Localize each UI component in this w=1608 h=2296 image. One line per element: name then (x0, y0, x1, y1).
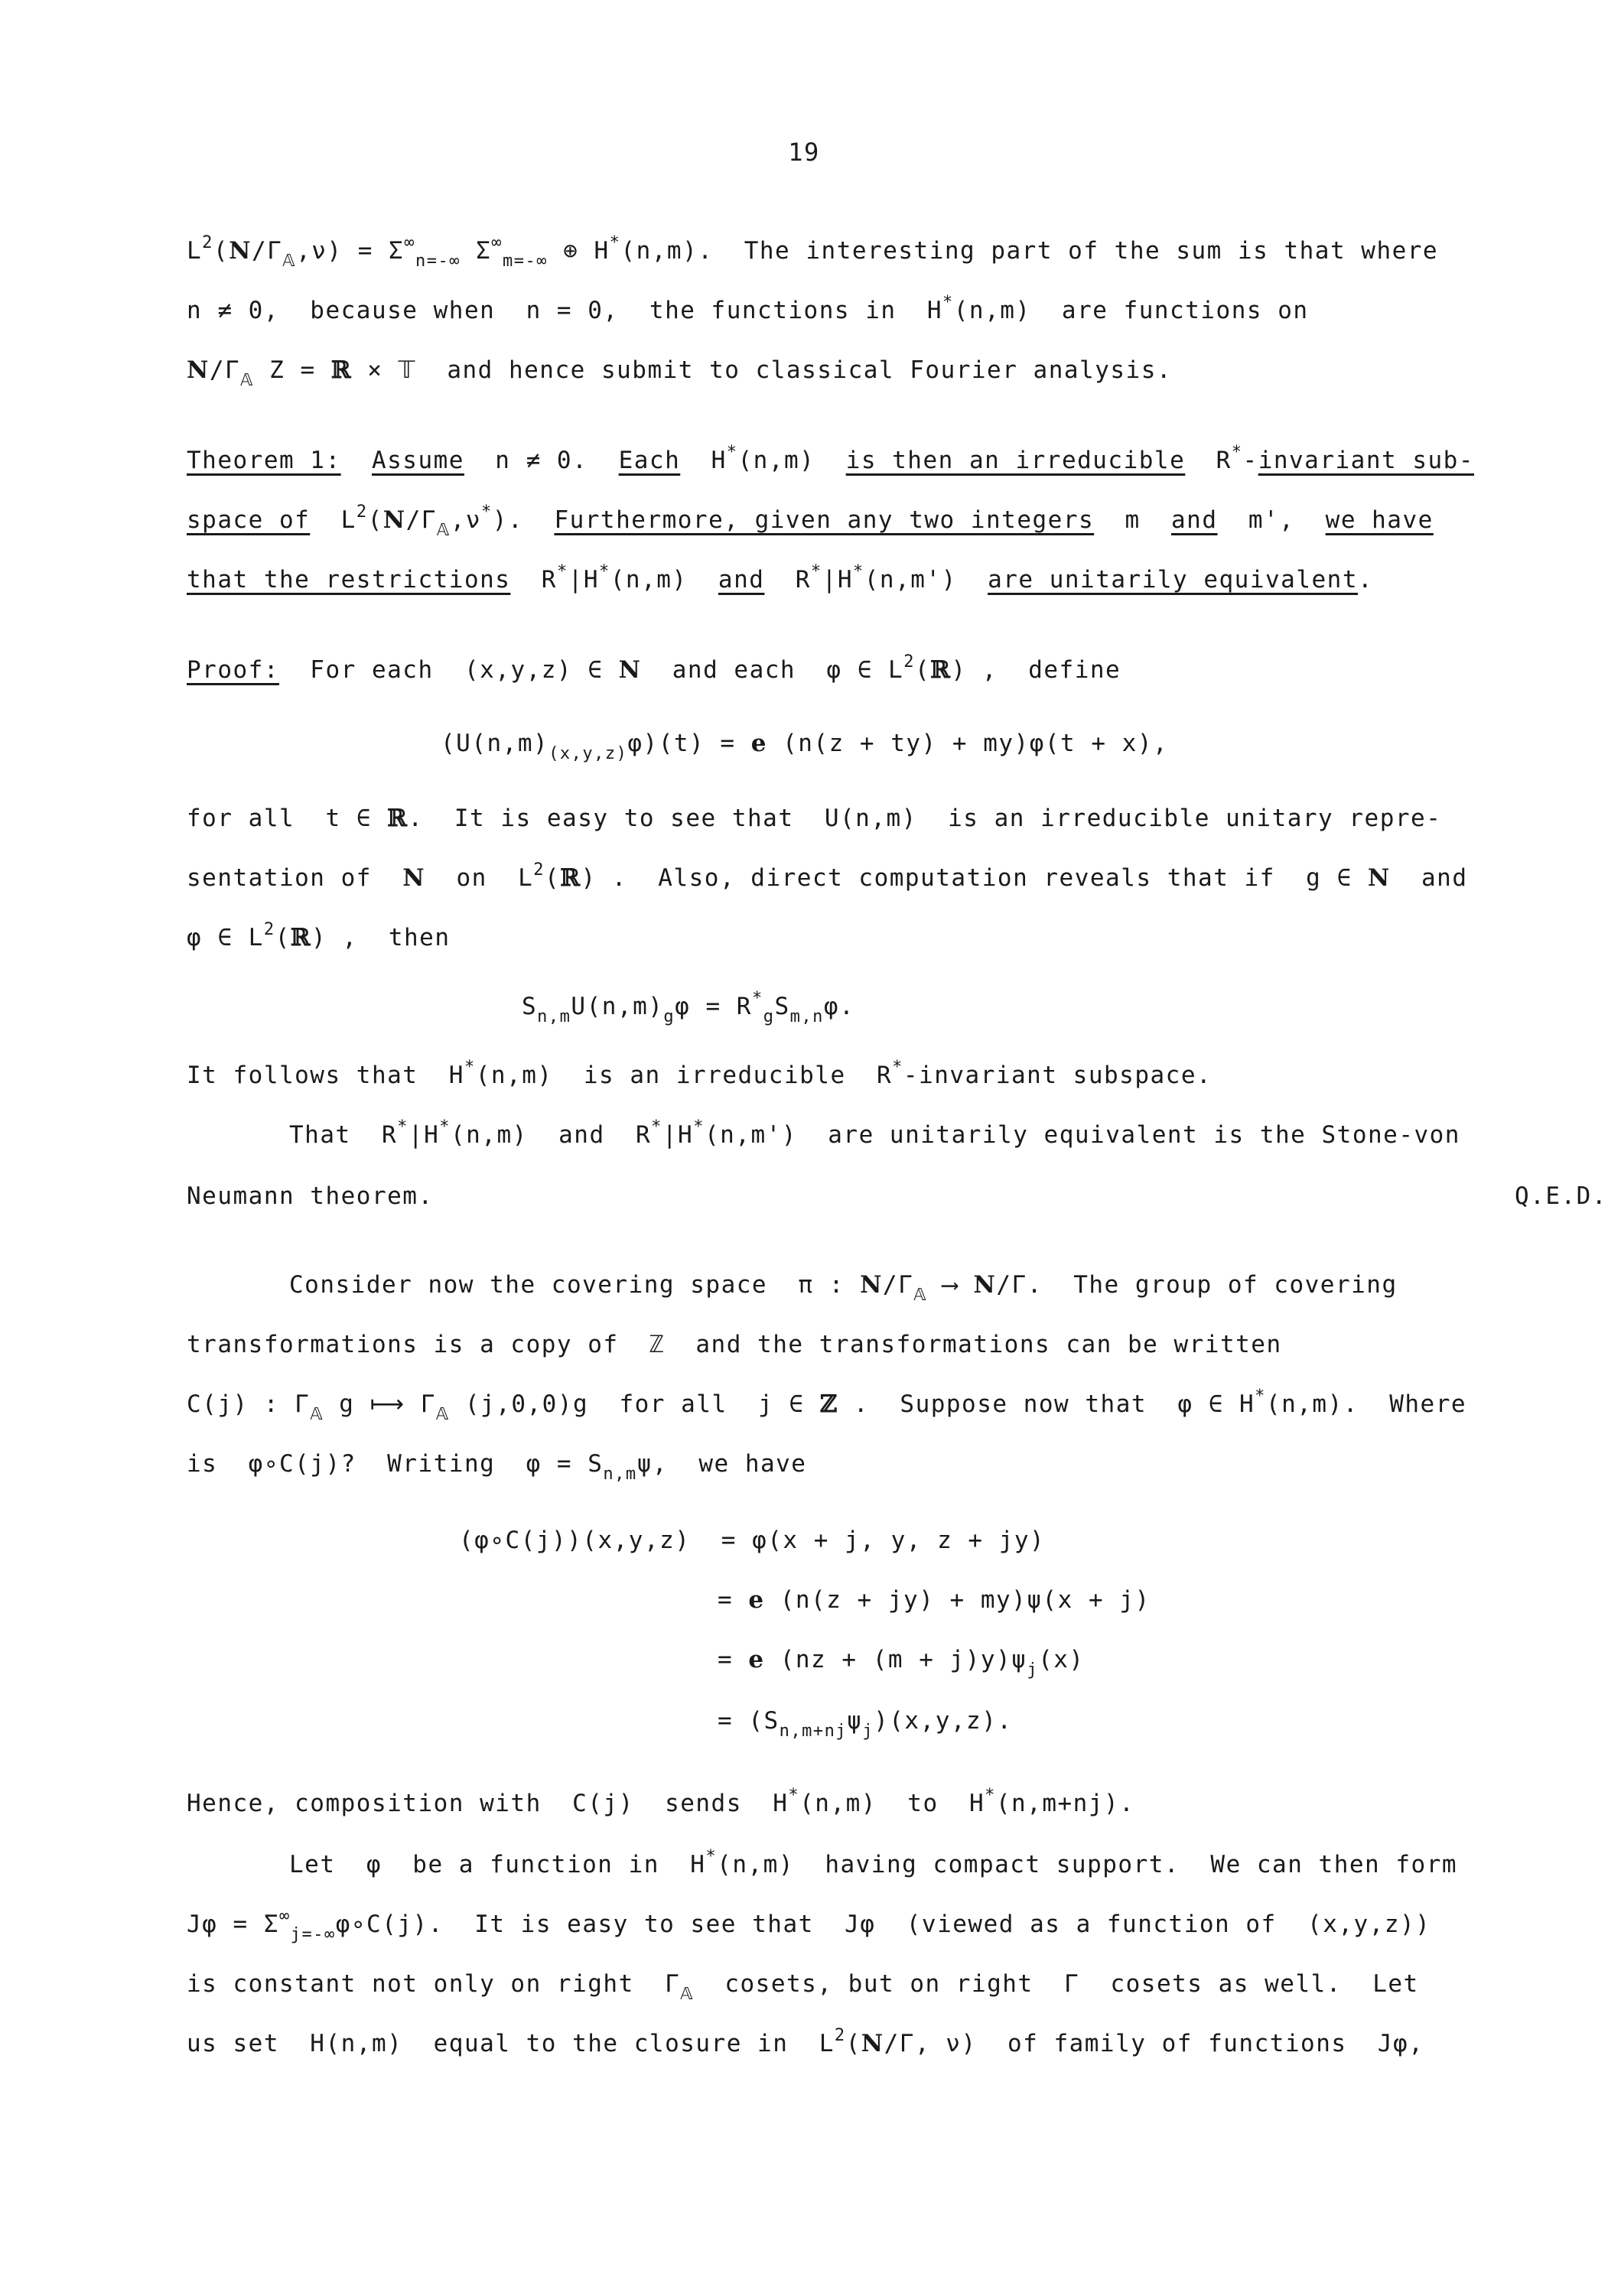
proof-line-4: φ ∈ $L^2(ℝ)$ , then (187, 920, 451, 951)
paragraph-4-line-4: us set H(n,m) equal to the closure in $L^2(N/\Gamma$, ν) of family of functions Jφ, (187, 2026, 1424, 2057)
paragraph-1-line-3: $N/\Gamma_𝔸$ Z = ℝ × 𝕋 and hence submit to classical Fourier analysis. (187, 356, 1173, 390)
paragraph-1-line-1 (187, 233, 1439, 271)
paragraph-4-line-1: Let φ be a function in H*(n,m) having compact support. We can then form (289, 1847, 1458, 1878)
equation-line-4: = $(S_{n,m+nj}\psi_j)(x,y,z)$. (718, 1707, 1013, 1741)
paragraph-2-line-2: transformations is a copy of ℤ and the transformations can be written (187, 1331, 1282, 1358)
proof-line-2: for all t ∈ ℝ. It is easy to see that U(n,m) is an irreducible unitary repre- (187, 805, 1442, 832)
proof-label: Proof: (187, 656, 279, 684)
proof-line-6: That R*|H*(n,m) and R*|H*(n,m') are unitarily equivalent is the Stone-von (289, 1117, 1460, 1149)
paragraph-3: Hence, composition with C(j) sends H*(n,m) to H*(n,m+nj). (187, 1786, 1135, 1817)
proof-line-7 (187, 1181, 1607, 1211)
paragraph-4-line-3: is constant not only on right $\Gamma_𝔸$ cosets, but on right Γ cosets as well. Let (187, 1970, 1419, 2004)
paragraph-2-line-1: Consider now the covering space π : $N/\Gamma_𝔸$ ⟶ N/Γ. The group of covering (289, 1271, 1398, 1305)
decomposition-formula: $L^2(N/\Gamma_𝔸,\nu) = \Sigma^\infty_{n=-\infty}$ $\Sigma^\infty_{m=-\infty}$ ⊕ H*(n,m). (187, 233, 714, 271)
page-number: 19 (788, 138, 820, 167)
proof-line-5: It follows that H*(n,m) is an irreducible R*-invariant subspace. (187, 1058, 1213, 1089)
theorem-line-2: space of $L^2(N/\Gamma_𝔸,\nu^*)$. Furthermore, given any two integers m and m', we have (187, 502, 1434, 540)
paragraph-2-line-4: is φ∘C(j)? Writing $\varphi = S_{n,m}\psi$, we have (187, 1450, 807, 1484)
proof-equation-2: $S_{n,m}U(n,m)_g\varphi = R^*_gS_{m,n}\varphi$. (522, 989, 855, 1026)
theorem-label: Theorem 1: (187, 447, 341, 474)
theorem-line-1: Theorem 1: Assume n ≠ 0. Each H*(n,m) is then an irreducible R*-invariant sub- (187, 443, 1474, 474)
paragraph-1-line-2: n ≠ 0, because when n = 0, the functions in H*(n,m) are functions on (187, 293, 1309, 324)
theorem-line-3: that the restrictions R*|H*(n,m) and R*|H*(n,m') are unitarily equivalent. (187, 562, 1374, 594)
qed-mark: Q.E.D. (1515, 1182, 1607, 1210)
paragraph-2-line-3: C(j) : $\Gamma_𝔸$ g ⟼ $\Gamma_𝔸$ (j,0,0)g for all j ∈ ℤ . Suppose now that φ ∈ H*(n,m). Where (187, 1387, 1467, 1424)
paragraph-1-text: The interesting part of the sum is that where (744, 237, 1439, 265)
proof-equation-1: $(U(n,m)_{(x,y,z)}\varphi)(t) = e$ (n(z + ty) + my)φ(t + x), (441, 730, 1169, 763)
proof-line-7-text: Neumann theorem. (187, 1182, 434, 1210)
equation-line-1: (φ∘C(j))(x,y,z) = φ(x + j, y, z + jy) (459, 1527, 1046, 1554)
paragraph-4-line-2: $J\varphi = \Sigma^\infty_{j=-\infty}\varphi\circ C(j)$. It is easy to see that Jφ (viewed as a function of (x,y,z)) (187, 1907, 1431, 1944)
proof-line-1: Proof: For each (x,y,z) ∈ N and each φ ∈ $L^2(ℝ)$ , define (187, 652, 1121, 684)
equation-line-3: = e $(nz + (m + j)y)\psi_j(x)$ (718, 1646, 1085, 1680)
equation-line-2: = e (n(z + jy) + my)ψ(x + j) (718, 1586, 1151, 1614)
proof-line-3: sentation of N on $L^2(ℝ)$ . Also, direct computation reveals that if g ∈ N and (187, 860, 1468, 892)
